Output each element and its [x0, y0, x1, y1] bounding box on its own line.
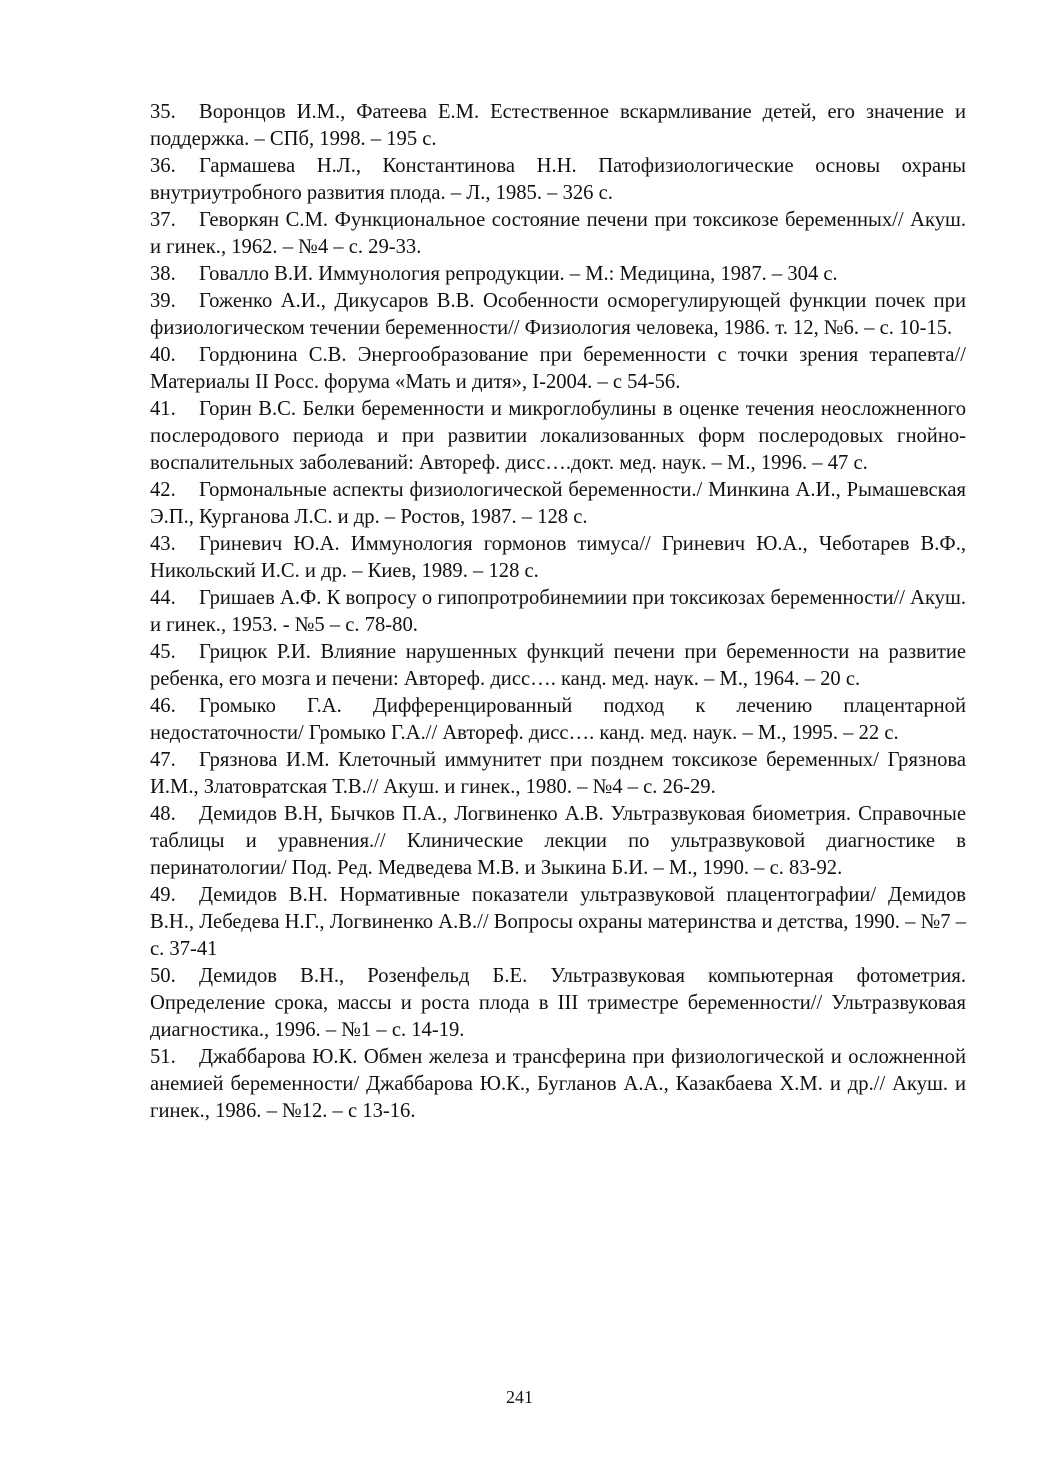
reference-text: Воронцов И.М., Фатеева Е.М. Естественное вскармливание детей, его значение и поддержка. – СПб, 1998. – 195 с. — [150, 101, 966, 150]
reference-text: Демидов В.Н, Бычков П.А., Логвиненко А.В. Ультразвуковая биометрия. Справочные таблицы и уравнения.// Клинические лекции по ультразвуковой диагностике в перинатологии/ Под. Ред. Медведева М.В. и Зыкина Б.И. – М., 1990. – с. 83-92. — [150, 803, 966, 879]
reference-item-35 — [150, 99, 966, 153]
reference-item-41 — [150, 396, 966, 477]
reference-text: Гришаев А.Ф. К вопросу о гипопротробинемиии при токсикозах беременности// Акуш. и гинек., 1953. - №5 – с. 78-80. — [150, 587, 966, 636]
reference-text: Грязнова И.М. Клеточный иммунитет при позднем токсикозе беременных/ Грязнова И.М., Златовратская Т.В.// Акуш. и гинек., 1980. – №4 – с. 26-29. — [150, 749, 966, 798]
reference-number: 38. — [150, 263, 176, 285]
reference-number: 46. — [150, 695, 176, 717]
reference-text: Гормональные аспекты физиологической беременности./ Минкина А.И., Рымашевская Э.П., Курганова Л.С. и др. – Ростов, 1987. – 128 с. — [150, 479, 966, 528]
reference-item-44 — [150, 585, 966, 639]
reference-number: 41. — [150, 398, 176, 420]
reference-item-39 — [150, 288, 966, 342]
reference-text: Гоженко А.И., Дикусаров В.В. Особенности осморегулирующей функции почек при физиологическом течении беременности// Физиология человека, 1986. т. 12, №6. – с. 10-15. — [150, 290, 966, 339]
reference-item-50 — [150, 963, 966, 1044]
page-number: 241 — [506, 1387, 533, 1407]
reference-text: Гриневич Ю.А. Иммунология гормонов тимуса// Гриневич Ю.А., Чеботарев В.Ф., Никольский И.С. и др. – Киев, 1989. – 128 с. — [150, 533, 966, 582]
reference-number: 36. — [150, 155, 176, 177]
reference-number: 47. — [150, 749, 176, 771]
reference-number: 48. — [150, 803, 176, 825]
reference-text: Громыко Г.А. Дифференцированный подход к лечению плацентарной недостаточности/ Громыко Г.А.// Автореф. дисс…. канд. мед. наук. – М., 1995. – 22 с. — [150, 695, 966, 744]
reference-text: Геворкян С.М. Функциональное состояние печени при токсикозе беременных// Акуш. и гинек., 1962. – №4 – с. 29-33. — [150, 209, 966, 258]
reference-number: 35. — [150, 101, 176, 123]
reference-number: 42. — [150, 479, 176, 501]
reference-item-40 — [150, 342, 966, 396]
reference-item-38 — [150, 261, 966, 288]
reference-item-49 — [150, 882, 966, 963]
reference-number: 39. — [150, 290, 176, 312]
reference-item-51 — [150, 1044, 966, 1125]
reference-item-42 — [150, 477, 966, 531]
reference-number: 43. — [150, 533, 176, 555]
reference-item-37 — [150, 207, 966, 261]
reference-item-48 — [150, 801, 966, 882]
reference-item-36 — [150, 153, 966, 207]
reference-text: Демидов В.Н. Нормативные показатели ультразвуковой плацентографии/ Демидов В.Н., Лебедева Н.Г., Логвиненко А.В.// Вопросы охраны материнства и детства, 1990. – №7 – с. 37-41 — [150, 884, 966, 960]
reference-item-46 — [150, 693, 966, 747]
reference-text: Демидов В.Н., Розенфельд Б.Е. Ультразвуковая компьютерная фотометрия. Определение срока, массы и роста плода в III триместре беременности// Ультразвуковая диагностика., 1996. – №1 – с. 14-19. — [150, 965, 966, 1041]
reference-item-45 — [150, 639, 966, 693]
reference-number: 37. — [150, 209, 176, 231]
reference-text: Гармашева Н.Л., Константинова Н.Н. Патофизиологические основы охраны внутриутробного развития плода. – Л., 1985. – 326 с. — [150, 155, 966, 204]
reference-number: 49. — [150, 884, 176, 906]
reference-text: Джаббарова Ю.К. Обмен железа и трансферина при физиологической и осложненной анемией беременности/ Джаббарова Ю.К., Бугланов А.А., Казакбаева Х.М. и др.// Акуш. и гинек., 1986. – №12. – с 13-16. — [150, 1046, 966, 1122]
reference-number: 50. — [150, 965, 176, 987]
reference-text: Говалло В.И. Иммунология репродукции. – М.: Медицина, 1987. – 304 с. — [199, 263, 838, 285]
reference-number: 51. — [150, 1046, 176, 1068]
reference-number: 45. — [150, 641, 176, 663]
reference-text: Гордюнина С.В. Энергообразование при беременности с точки зрения терапевта// Материалы II Росс. форума «Мать и дитя», I-2004. – с 54-56. — [150, 344, 966, 393]
reference-text: Грицюк Р.И. Влияние нарушенных функций печени при беременности на развитие ребенка, его мозга и печени: Автореф. дисс…. канд. мед. наук. – М., 1964. – 20 с. — [150, 641, 966, 690]
reference-number: 44. — [150, 587, 176, 609]
reference-text: Горин В.С. Белки беременности и микроглобулины в оценке течения неосложненного послеродового периода и при развитии локализованных форм послеродовых гнойно-воспалительных заболеваний: Автореф. дисс….докт. мед. наук. – М., 1996. – 47 с. — [150, 398, 966, 474]
reference-number: 40. — [150, 344, 176, 366]
reference-item-47 — [150, 747, 966, 801]
reference-item-43 — [150, 531, 966, 585]
reference-list — [150, 99, 966, 1125]
